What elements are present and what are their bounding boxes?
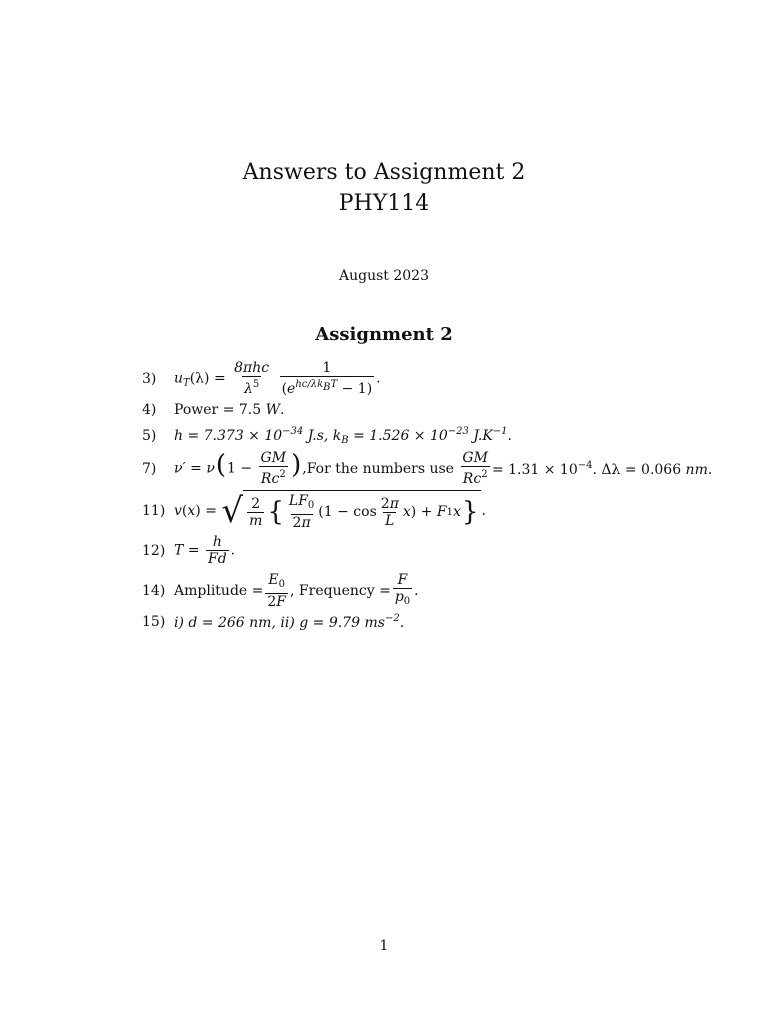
answer-7 (142, 450, 712, 487)
equation: v ( x ) = √ $\frac{2}{m}$ { $\frac{LF_0}{2\pi}$ (1 − cos $\frac{2\pi}{L}$ x ) + F 1 x } . (174, 490, 486, 531)
title-line-2: PHY114 (338, 191, 430, 216)
answer-12 (142, 534, 235, 567)
fraction: $\frac{F}{p_0}$ (393, 572, 412, 610)
answer-number: 7) (142, 460, 157, 477)
punct: . (279, 402, 285, 418)
fraction: $\frac{GM}{Rc^2}$ (462, 450, 488, 487)
answer-number: 14) (142, 583, 166, 599)
equation: ν′ = ν(1 − $\frac{GM}{Rc^2}$ ), (174, 449, 307, 487)
section-title: Assignment 2 (315, 324, 453, 345)
answer-4 (142, 402, 284, 418)
answer-number: 15) (142, 614, 166, 630)
answer-3 (142, 360, 381, 397)
equation: T = $\frac{h}{Fd}$ . (174, 534, 236, 567)
punct: . (414, 583, 419, 599)
answer-14 (142, 572, 419, 610)
equation: i) d = 266 nm, ii) g = 9.79 $ms^{-2}$. (174, 613, 405, 631)
answer-number: 5) (142, 428, 157, 444)
answer-number: 12) (142, 542, 166, 559)
equation: $u_T(\lambda)$ = $\frac{\text{8πhc}}{\lambda^5}$ $\frac{1}{(e^{hc/\lambda k_BT} - 1)}$ . (174, 360, 381, 397)
amplitude-label: Amplitude = (174, 583, 264, 599)
answer-number: 4) (142, 402, 157, 418)
title-line-1: Answers to Assignment 2 (242, 160, 526, 185)
answer-11 (142, 490, 486, 531)
answer-number: 3) (142, 370, 157, 387)
fraction: $\frac{E_0}{2F}$ (267, 572, 287, 610)
frequency-label: , Frequency = (290, 583, 391, 599)
answer-value: = $1.31 \times 10^{-4}$. Δλ = 0.066 nm. (491, 459, 713, 478)
answer-label: Power = 7.5 (174, 402, 262, 418)
equation: $h = 7.373 \times 10^{-34}$ J.s, $k_B = 1.526 \times 10^{-23}$ $J.K^{-1}$. (174, 426, 512, 446)
answer-15 (142, 613, 404, 631)
answer-text: For the numbers use (306, 460, 454, 477)
date: August 2023 (339, 268, 429, 284)
page-number: 1 (379, 938, 389, 954)
unit: W (265, 402, 280, 418)
answer-5 (142, 426, 512, 446)
answer-number: 11) (142, 502, 166, 519)
